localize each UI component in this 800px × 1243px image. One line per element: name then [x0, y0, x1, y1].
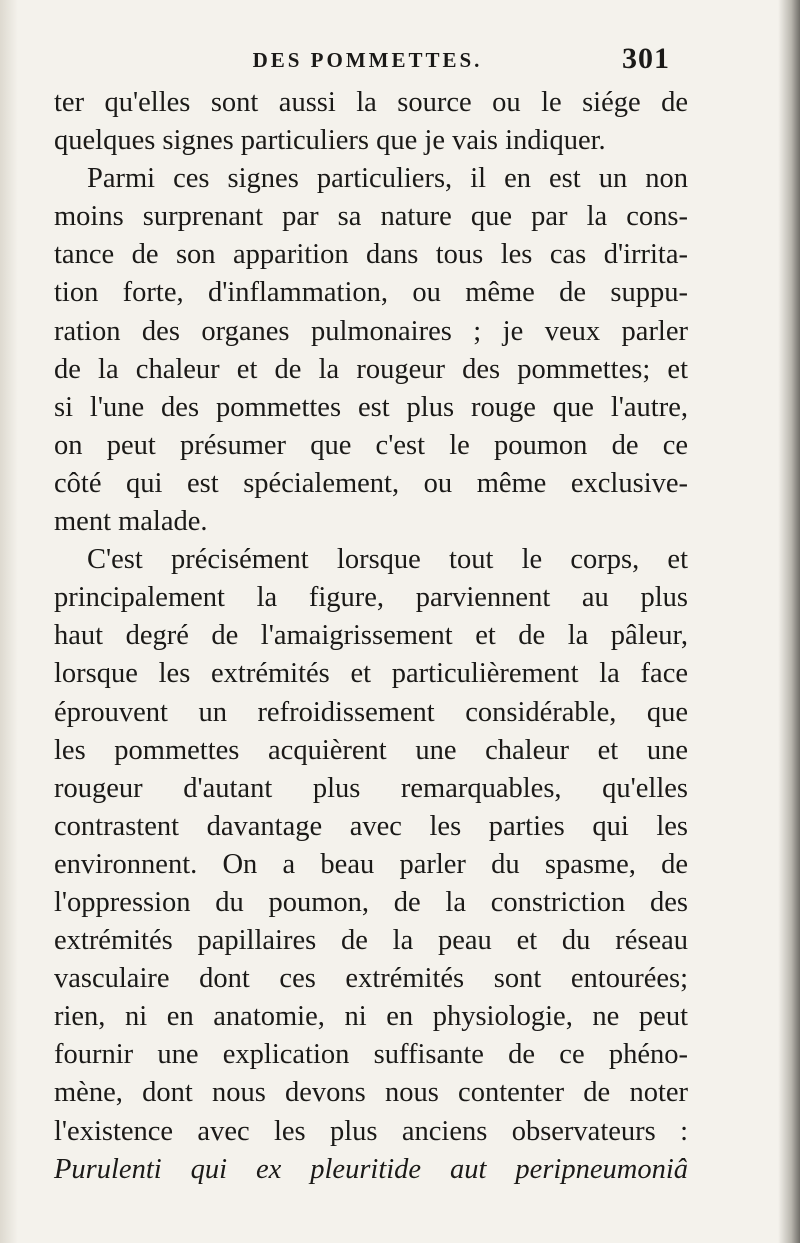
text-line: ter qu'elles sont aussi la source ou le siége de [54, 87, 688, 118]
text-line: tance de son apparition dans tous les cas d'irrita- [54, 239, 688, 271]
paragraph-first-line: C'est précisément lorsque tout le corps, et [87, 544, 688, 576]
text-line: ment malade. [54, 506, 208, 538]
text-line: vasculaire dont ces extrémités sont entourées; [54, 963, 688, 995]
text-line: environnent. On a beau parler du spasme, de [54, 848, 688, 880]
text-line: rougeur d'autant plus remarquables, qu'elles [54, 772, 688, 804]
text-line: haut degré de l'amaigrissement et de la pâleur, [54, 620, 688, 652]
latin-quotation-line: Purulenti qui ex pleuritide aut peripneumoniâ [54, 1153, 688, 1185]
running-head [40, 42, 695, 82]
text-line: fournir une explication suffisante de ce phéno- [54, 1039, 688, 1071]
page-number: 301 [622, 42, 670, 75]
text-line: on peut présumer que c'est le poumon de ce [54, 429, 688, 461]
text-line: extrémités papillaires de la peau et du réseau [54, 925, 688, 957]
body-text [54, 84, 688, 1189]
text-line: moins surprenant par sa nature que par la cons- [54, 201, 688, 233]
paragraph-first-line: Parmi ces signes particuliers, il en est un non [87, 163, 688, 195]
text-line: éprouvent un refroidissement considérable, que [54, 696, 688, 728]
text-line: mène, dont nous devons nous contenter de noter [54, 1077, 688, 1109]
text-line: principalement la figure, parviennent au plus [54, 582, 688, 614]
text-line: quelques signes particuliers que je vais indiquer. [54, 125, 606, 157]
text-line: l'existence avec les plus anciens observateurs : [54, 1115, 688, 1147]
text-line: de la chaleur et de la rougeur des pommettes; et [54, 353, 688, 385]
text-line: côté qui est spécialement, ou même exclusive- [54, 467, 688, 499]
text-line: l'oppression du poumon, de la constriction des [54, 886, 688, 918]
text-line: lorsque les extrémités et particulièrement la face [54, 658, 688, 690]
text-line: rien, ni en anatomie, ni en physiologie, ne peut [54, 1001, 688, 1033]
text-line: ration des organes pulmonaires ; je veux parler [54, 315, 688, 347]
text-line: les pommettes acquièrent une chaleur et une [54, 734, 688, 766]
running-title: DES POMMETTES. [252, 48, 483, 72]
text-line: tion forte, d'inflammation, ou même de suppu- [54, 277, 688, 309]
text-line: contrastent davantage avec les parties qui les [54, 810, 688, 842]
text-line: si l'une des pommettes est plus rouge que l'autre, [54, 391, 688, 423]
